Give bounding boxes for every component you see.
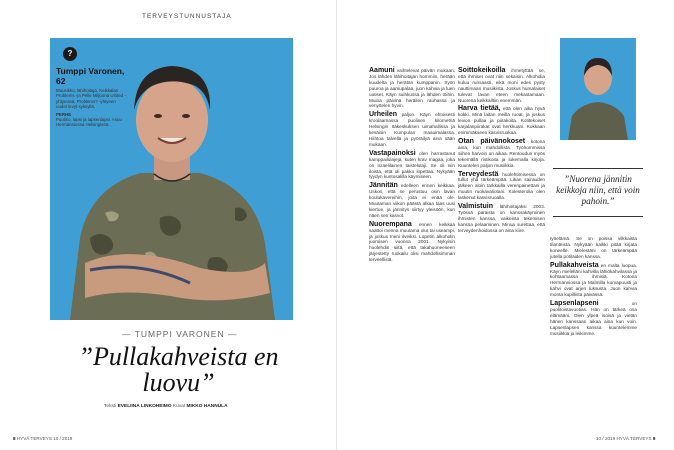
profile-name: Tumppi Varonen, 62 — [56, 66, 125, 86]
paragraph — [369, 183, 455, 218]
paragraph-lead: Soittokeikoilla — [458, 67, 506, 74]
paragraph-text: paljon. Käyn ehtoisesti kroolaamassa puolisen kilometriä Helsingin Itäkeskuksen uimahallissa ja kesäisin Kumpulan maauimalassa. Hiihtoa talvella ja pyöräilyä aina sään mukaan. — [369, 112, 455, 147]
page-number-right: 9 — [652, 436, 656, 441]
paragraph — [550, 263, 637, 298]
pullquote-bottom-rule — [553, 216, 643, 217]
article-kicker: — TUMPPI VARONEN — — [122, 329, 238, 339]
text-credit-label: Teksti — [104, 404, 117, 409]
paragraph-lead: Nuorempana — [369, 220, 412, 228]
paragraph-text: on puolitoistavuotias. Hän on tärkeä osa elämääni. Olen ylpeä isoisä ja vietän hänen kanssaan aikaa aina kun voin. Lapsenlapsen kanssa kuuntelemme musiikkia ja leikimme. — [550, 301, 637, 336]
paragraph-lead: Pullakahveista — [550, 261, 599, 269]
paragraph-lead: Otan päivänokoset — [458, 137, 526, 145]
paragraph-text: en malta luopua. Käyn mielelläni kahvilla lähiökahvilassa ja kohtaamassa ihmisiä. Kotona Hermanniossa ja Malmilla korvapuusti ja kahvi ovat arjen luksusta. Juon kahvia monta kupillista päivässä. — [550, 262, 637, 298]
paragraph-text: lähihoitajaksi 2003. Työssä paraista on kanssakäyminen ihmisten kanssa, vaikeinta tekemisen kanssa pelaaminen. Minua surettaa, että terveydenhoidossa on aina kiire. — [458, 204, 545, 233]
paragraph-text: edelleen ennen keikkaa. Uskon, että se perustuu osin lavan koulukavereihin, joita ei enää ole. Muutaman viikon päästä alkaa taas uusi kiertue, ja jännitys siirtyy yleisöön, kun näen sen kasvot. — [369, 183, 456, 218]
pull-quote: ”Nuorena jännitin keikkoja niin, että voin pahoin.” — [556, 174, 640, 206]
paragraph — [458, 204, 545, 234]
issue-right: 10 / 2019 — [596, 436, 616, 441]
paragraph-lead: Terveydestä — [458, 170, 499, 178]
article-headline: ”Pullakahveista en luovu” — [78, 342, 279, 397]
magazine-name-left: HYVÄ TERVEYS — [16, 436, 52, 441]
paragraph-text: että olen aika hyvä kokki. Minä laitan meillä ruoat, ja joskus leivon pullaa ja piirakoita. Kotitekoiset karjalanpiirakat ovat herkkuani. Kokkaan enimmäkseen kasvisruokaa. — [458, 106, 545, 136]
photo-credit-author: MIKKO HANNULA — [186, 404, 228, 409]
paragraph-lead: Lapsenlapseni — [550, 300, 599, 308]
question-badge-icon: ? — [63, 47, 77, 61]
magazine-name-right: HYVÄ TERVEYS — [616, 436, 652, 441]
paragraph-text: huolehtimisessa on tullut yhä tärkeämpää. Likan sairauden jälkeen aloin tarkkailla verenpainettani ja muutin ruokavaliotani. Kolesterolia olen laskenut kasvisruoalla. — [458, 171, 545, 201]
paragraph-lead: Jännitän — [369, 182, 398, 190]
paragraph — [458, 172, 545, 202]
profile-bio: Muusikko, lähihoitaja, Keikkalan Problems -ja Pelle Miljoona United -yhtyeissä, Problems? -yhtyeen uudet levyt syksyllä. — [56, 88, 126, 110]
pullquote-top-rule — [553, 168, 643, 169]
paragraph-lead: Urheilen — [369, 111, 398, 119]
paragraph-text: vaihtelevat päivän mukaan. Jos lähden lähihoitajan hommiin, herään kuudelta ja herätän kumppanin. Syön puuroa ja aamupalaa, juon kahvia ja luen uutiset. Käyn suihkussa ja lähden töihin. Muina päivinä heräilen rauhassa ja venyttelen hyvin. — [369, 68, 455, 109]
paragraph — [458, 106, 545, 136]
footer-right — [596, 436, 655, 441]
small-portrait-illustration — [560, 38, 636, 140]
section-label: TERVEYSTUNNUSTAJA — [142, 13, 232, 20]
paragraph — [550, 301, 637, 336]
text-credit-author: EVELIINA LINKOHEIMO — [117, 404, 172, 409]
small-portrait-photo — [560, 38, 636, 140]
page-gutter — [336, 0, 337, 450]
issue-left: 10 / 2019 — [53, 436, 73, 441]
footer-left — [13, 436, 72, 441]
paragraph-text: kotona aina, kun mahdollista. Työhommissa siihen harvoin on aikaa. Rentoudun myös tekemällä ristikoita ja lukemalla kirjoja. Kuuntelen paljon musiikkia. — [458, 138, 545, 168]
photo-credit-label: Kuvat — [172, 404, 186, 409]
paragraph — [369, 112, 455, 147]
paragraph-text: ennen keikkaa saattoi menna muutama olut tai useampi, ja joskus meni ilveiksi. Lopetin alkoholin juomisen vuonna 2001. Nykyisin huolehdin siitä, että takahuoneeseen järjestetty ruokailu olisi mahdollisimman terveellistä. — [369, 221, 455, 263]
paragraph — [550, 236, 637, 260]
paragraph — [369, 151, 455, 181]
paragraph-lead: Aamuni — [369, 67, 395, 74]
article-credits — [104, 404, 228, 409]
paragraph-text: työelämä. Se on poissa vilkkaista tilanteista. Nykyään kaikki pitää kirjata koneelle. Mielestäni on tärkeämpää jutella potilaiden kanssa. — [550, 236, 637, 259]
page-number-left: 8 — [13, 436, 16, 441]
profile-details — [56, 88, 126, 128]
family-text: Puoliso, lapsi ja lapsenlapsi. Asuu Hermanniossa Helsingissä. — [56, 117, 122, 128]
paragraph — [369, 68, 455, 109]
article-column-2 — [458, 68, 545, 237]
paragraph-text: ihmetyttää se, että ihmiset ovat niin sekaisin. Alkoholia kuluu runsaasti, eikä moni edes pysty nauttimaan musiikista. Joskus humalaiset tulevat lavan eteen mekastamaan. Nuorena keikkailtiin enemmän. — [458, 68, 545, 103]
paragraph-lead: Valmistuin — [458, 203, 494, 211]
paragraph-text: olen harrastanut kamppailulajeja, kuten krav magaa, joka on israelilainen taistelulaji. Se oli niin iloista, että oli pakko lopettaa. Nykyään tyydyn kuntosalilla käymiseen. — [369, 150, 455, 180]
paragraph — [369, 222, 455, 263]
article-column-1 — [369, 68, 455, 266]
paragraph — [458, 139, 545, 169]
article-column-3 — [550, 236, 637, 340]
paragraph-lead: Harva tietää, — [458, 105, 501, 113]
family-label: PERHE — [56, 111, 72, 117]
paragraph — [458, 68, 545, 103]
paragraph-lead: Vastapainoksi — [369, 149, 416, 157]
